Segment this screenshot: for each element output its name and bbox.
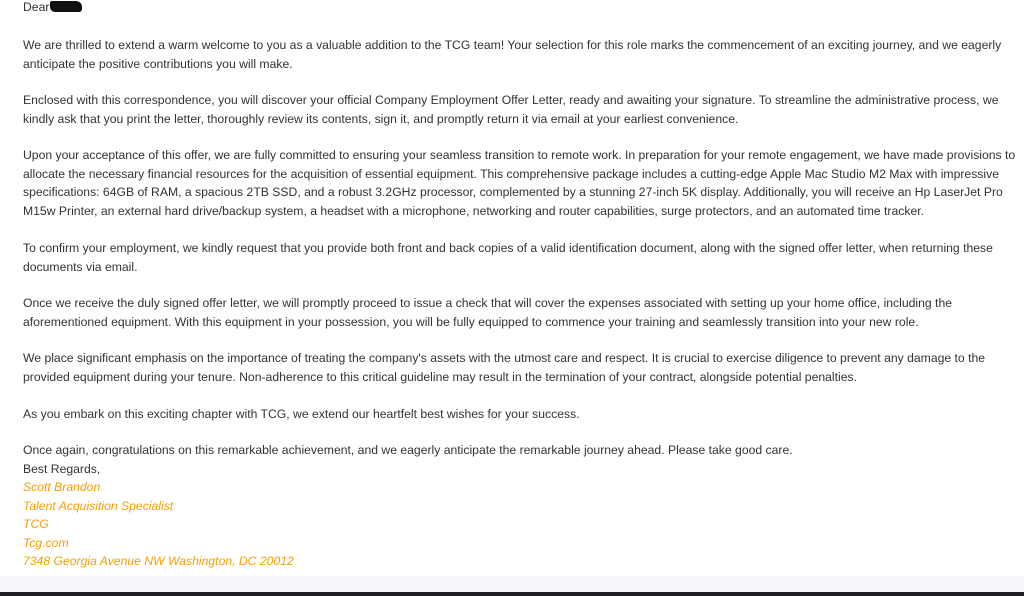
closing-line: Once again, congratulations on this remarkable achievement, and we eagerly anticipate the remarkable journey ahead. Please take good care. (23, 443, 793, 457)
redacted-name (50, 1, 82, 12)
signature-block (23, 478, 294, 571)
paragraph-check: Once we receive the duly signed offer letter, we will promptly proceed to issue a check that will cover the expenses associated with setting up your home office, including the aforementioned equipment. With this equipment in your possession, you will be fully equipped to commence your training and seamlessly transition into your new role. (23, 296, 953, 329)
paragraph-welcome: We are thrilled to extend a warm welcome to you as a valuable addition to the TCG team! Your selection for this role marks the commencement of an exciting journey, and we eagerly anticipate the positive contributions you will make. (23, 38, 1002, 71)
closing (23, 441, 793, 478)
signature-title: Talent Acquisition Specialist (23, 498, 174, 513)
paragraph-offer-letter: Enclosed with this correspondence, you will discover your official Company Employment Offer Letter, ready and awaiting your signature. To streamline the administrative process, we kindly ask that you print the letter, thoroughly review its contents, sign it, and promptly return it via email at your earliest convenience. (23, 93, 999, 126)
greeting (23, 0, 82, 14)
greeting-text: Dear (23, 0, 50, 14)
paragraph-identification: To confirm your employment, we kindly request that you provide both front and back copies of a valid identification document, along with the signed offer letter, when returning these documents via email. (23, 241, 993, 274)
signature-address: 7348 Georgia Avenue NW Washington, DC 20012 (23, 554, 294, 569)
sign-off: Best Regards, (23, 461, 101, 476)
signature-company: TCG (23, 517, 49, 532)
paragraph-equipment: Upon your acceptance of this offer, we are fully committed to ensuring your seamless transition to remote work. In preparation for your remote engagement, we have made provisions to allocate the necessary financial resources for the acquisition of essential equipment. This comprehensive package includes a cutting-edge Apple Mac Studio M2 Max with impressive specifications: 64GB of RAM, a spacious 2TB SSD, and a robust 3.2GHz processor, complemented by a stunning 27-inch 5K display. Additionally, you will receive an Hp LaserJet Pro M15w Printer, an external hard drive/backup system, a headset with a microphone, networking and router capabilities, surge protectors, and an automated time tracker. (23, 148, 1016, 218)
email-footer-area (0, 576, 1024, 592)
paragraph-best-wishes: As you embark on this exciting chapter with TCG, we extend our heartfelt best wishes for your success. (23, 407, 580, 421)
taskbar (0, 592, 1024, 596)
signature-name: Scott Brandon (23, 480, 101, 494)
paragraph-assets: We place significant emphasis on the importance of treating the company's assets with the utmost care and respect. It is crucial to exercise diligence to prevent any damage to the provided equipment during your tenure. Non-adherence to this critical guideline may result in the termination of your contract, alongside potential penalties. (23, 351, 986, 384)
signature-website-link[interactable]: Tcg.com (23, 535, 69, 550)
